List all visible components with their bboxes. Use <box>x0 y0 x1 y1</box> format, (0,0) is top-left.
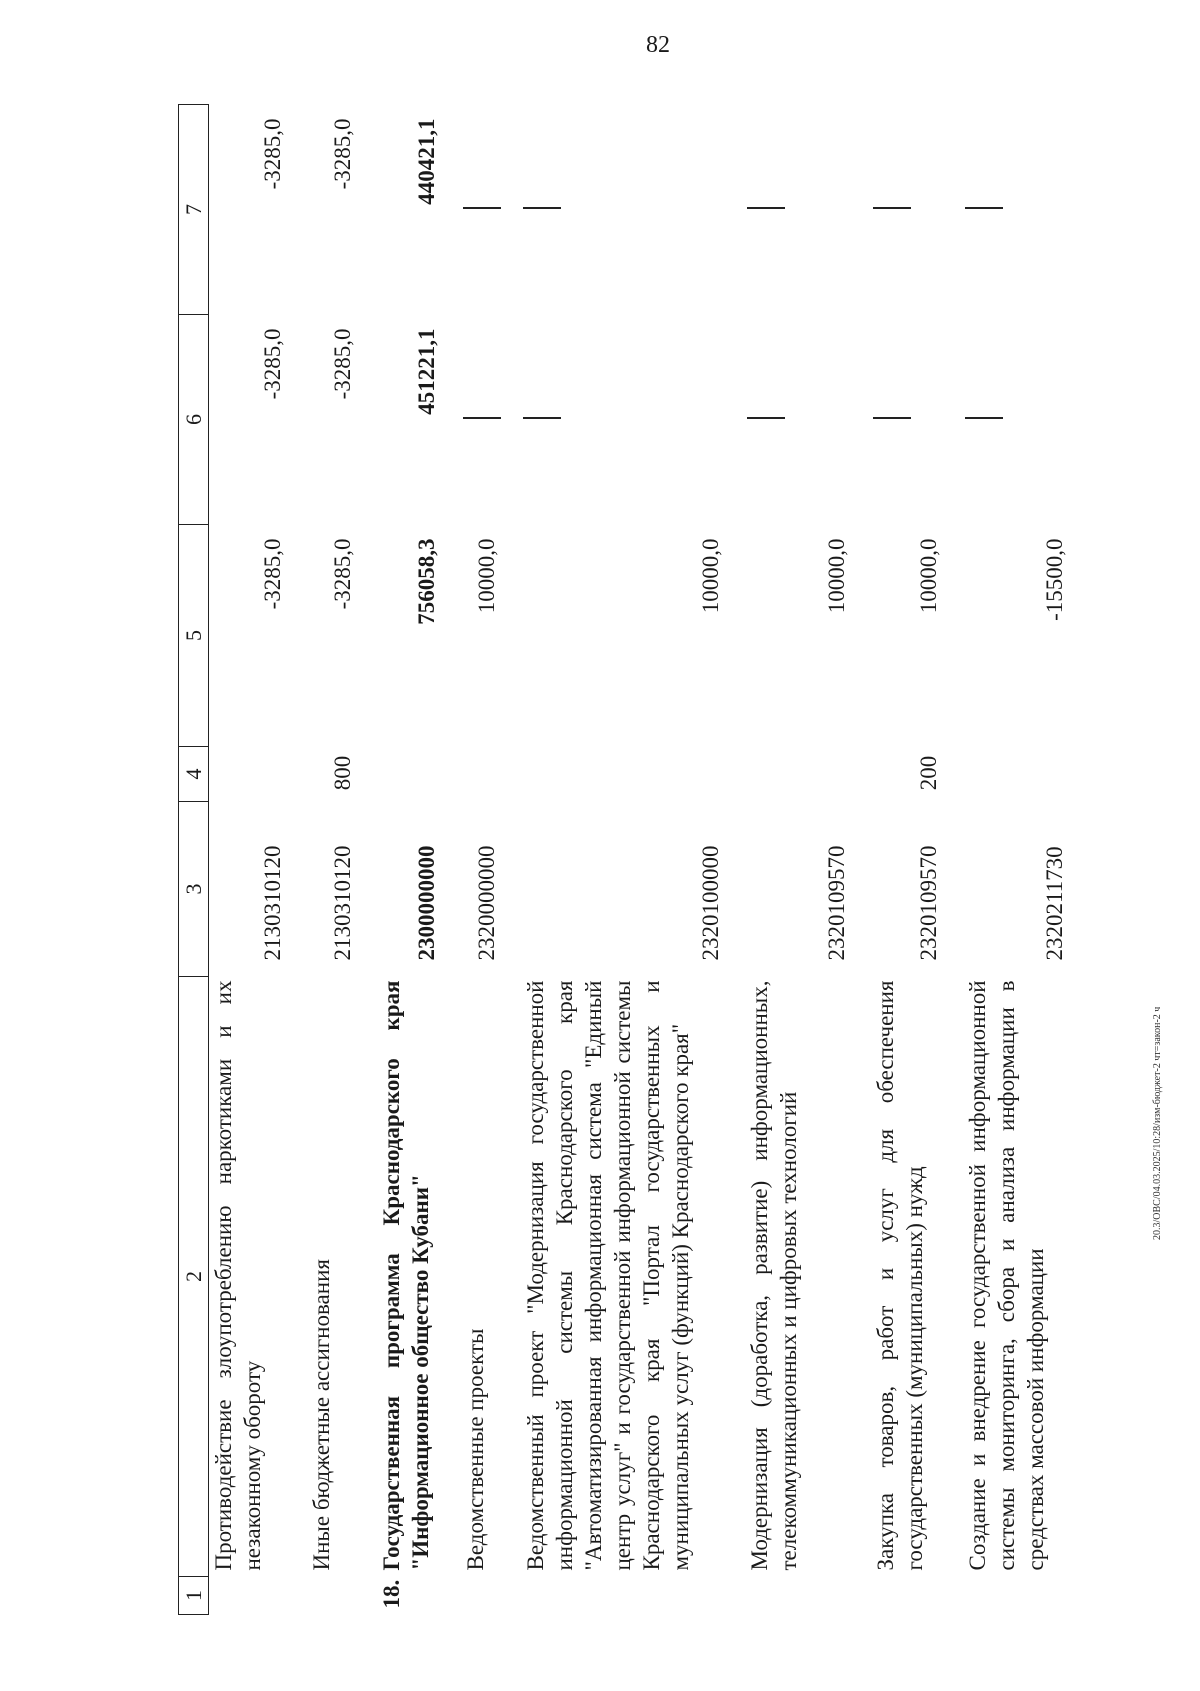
target-article-code: 2320109570 <box>823 845 849 961</box>
row-description: Закупка товаров, работ и услуг для обеспечения государственных (муниципальных) нужд <box>872 980 927 1571</box>
row-number <box>455 1577 515 1615</box>
table-row <box>957 105 1083 1615</box>
amount-col6 <box>455 315 515 525</box>
dash-mark <box>873 208 911 210</box>
amount-col7: 440421,1 <box>413 118 439 205</box>
page-number: 82 <box>646 32 670 58</box>
target-article-code: 2130310120 <box>259 845 285 961</box>
expense-type <box>515 747 739 802</box>
row-description: Ведомственный проект "Модернизация государственной информационной системы Краснодарского края "Автоматизированная информационная система "Единый центр услуг" и государственной информационной системы Краснодарского края "Портал государственных и муниципальных услуг (функций) Краснодарского края" <box>522 980 693 1571</box>
column-header-3: 3 <box>179 802 209 977</box>
amount-col5: 756058,3 <box>413 538 439 625</box>
row-description: Государственная программа Краснодарского края "Информационное общество Кубани" <box>378 980 433 1571</box>
document-footer-code: 20.3/ОВС/04.03.2025/10:28/изм-бюджет-2 чт=закон-2 ч <box>1152 1006 1163 1240</box>
dash-mark <box>523 418 561 420</box>
table-row <box>515 105 739 1615</box>
dash-mark <box>523 208 561 210</box>
target-article-code: 2320211730 <box>1041 846 1067 961</box>
amount-col6 <box>957 315 1083 525</box>
row-number <box>865 1577 957 1615</box>
dash-mark <box>965 208 1003 210</box>
target-article-code: 2320109570 <box>915 845 941 961</box>
expense-type: 800 <box>329 755 355 791</box>
budget-table <box>178 104 1083 1615</box>
expense-type <box>455 747 515 802</box>
row-number <box>209 1577 301 1615</box>
amount-col6 <box>865 315 957 525</box>
row-description: Противодействие злоупотреблению наркотиками и их незаконному обороту <box>211 980 265 1571</box>
amount-col5: 10000,0 <box>697 538 723 614</box>
amount-col5: -3285,0 <box>259 538 285 610</box>
target-article-code: 2320100000 <box>697 845 723 961</box>
dash-mark <box>463 208 501 210</box>
dash-mark <box>747 208 785 210</box>
amount-col7: -3285,0 <box>259 118 285 190</box>
expense-type <box>957 747 1083 802</box>
amount-col5: -3285,0 <box>329 538 355 610</box>
column-header-1: 1 <box>179 1577 209 1615</box>
budget-table-sheet <box>178 105 1098 1615</box>
column-header-2: 2 <box>179 977 209 1577</box>
amount-col5: -15500,0 <box>1041 538 1067 621</box>
target-article-code: 2320000000 <box>473 845 499 961</box>
amount-col6: -3285,0 <box>329 328 355 400</box>
table-header-row <box>179 105 209 1615</box>
table-row <box>739 105 865 1615</box>
amount-col6: -3285,0 <box>259 328 285 400</box>
amount-col7 <box>455 105 515 315</box>
row-number <box>515 1577 739 1615</box>
target-article-code: 2130310120 <box>329 845 355 961</box>
row-description: Создание и внедрение государственной информационной системы мониторинга, сбора и анализа информации в средствах массовой информации <box>964 980 1048 1571</box>
amount-col6 <box>739 315 865 525</box>
column-header-4: 4 <box>179 747 209 802</box>
target-article-code: 2300000000 <box>413 845 439 961</box>
amount-col5: 10000,0 <box>473 538 499 614</box>
row-description: Ведомственные проекты <box>462 1328 488 1571</box>
column-header-5: 5 <box>179 525 209 747</box>
row-description: Иные бюджетные ассигнования <box>308 1259 334 1571</box>
amount-col7 <box>739 105 865 315</box>
amount-col7 <box>957 105 1083 315</box>
table-row <box>371 105 455 1615</box>
expense-type <box>209 747 301 802</box>
row-number <box>739 1577 865 1615</box>
row-number <box>957 1577 1083 1615</box>
amount-col7 <box>515 105 739 315</box>
amount-col6 <box>515 315 739 525</box>
row-description: Модернизация (доработка, развитие) информационных, телекоммуникационных и цифровых технологий <box>746 980 801 1571</box>
dash-mark <box>965 418 1003 420</box>
column-header-7: 7 <box>179 105 209 315</box>
dash-mark <box>873 418 911 420</box>
amount-col7 <box>865 105 957 315</box>
table-row <box>209 105 301 1615</box>
amount-col7: -3285,0 <box>329 118 355 190</box>
amount-col6: 451221,1 <box>413 328 439 415</box>
dash-mark <box>747 418 785 420</box>
table-row <box>301 105 371 1615</box>
table-row <box>455 105 515 1615</box>
expense-type <box>371 747 455 802</box>
row-number: 18. <box>378 1579 404 1609</box>
column-header-6: 6 <box>179 315 209 525</box>
amount-col5: 10000,0 <box>915 538 941 614</box>
expense-type <box>739 747 865 802</box>
amount-col5: 10000,0 <box>823 538 849 614</box>
dash-mark <box>463 418 501 420</box>
table-row <box>865 105 957 1615</box>
row-number <box>301 1577 371 1615</box>
expense-type: 200 <box>915 755 941 791</box>
